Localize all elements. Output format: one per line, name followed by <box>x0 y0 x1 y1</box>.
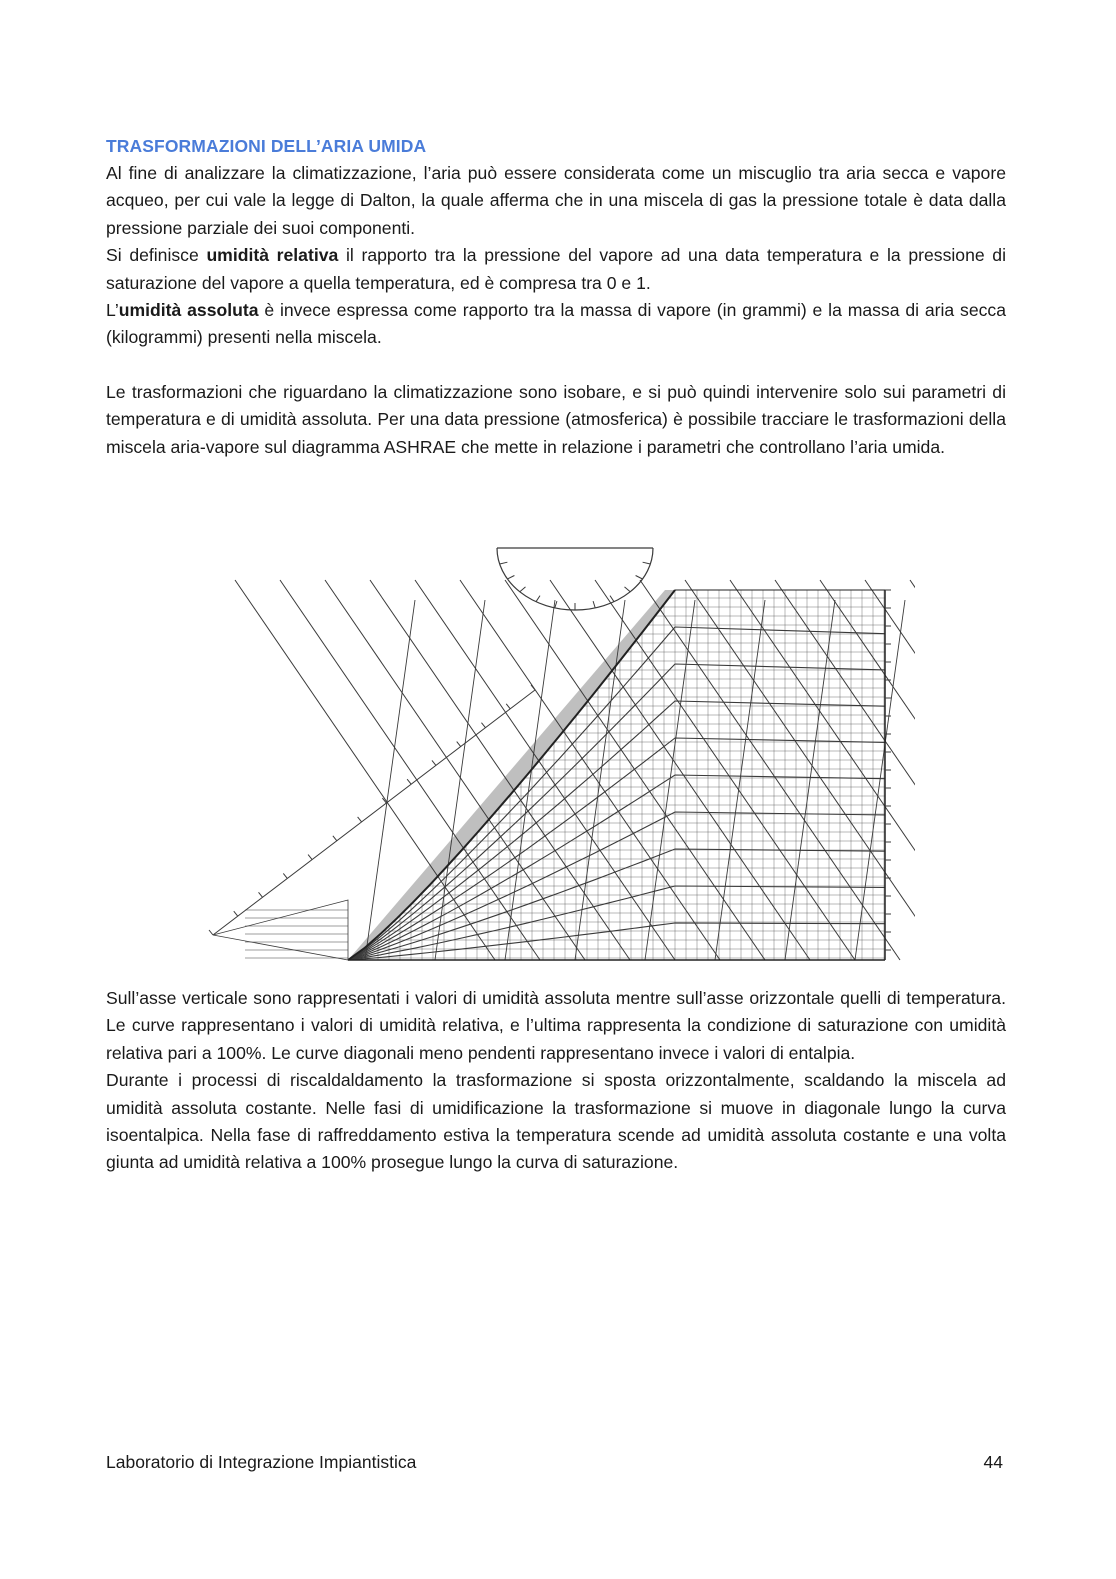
enthalpy-scale-tick <box>432 760 436 765</box>
explanation-text <box>106 985 1006 1177</box>
specific-volume-line <box>785 600 835 960</box>
relative-humidity-term: umidità relativa <box>206 245 339 266</box>
enthalpy-line <box>235 580 495 960</box>
enthalpy-line <box>550 580 810 960</box>
enthalpy-scale-tick <box>333 836 337 841</box>
specific-volume-line <box>855 600 905 960</box>
enthalpy-scale-tick <box>259 892 263 897</box>
enthalpy-scale-tick <box>531 685 535 690</box>
protractor-tick <box>636 576 643 580</box>
footer-course-title: Laboratorio di Integrazione Impiantistica <box>106 1452 417 1472</box>
absolute-humidity-term: umidità assoluta <box>118 300 259 321</box>
enthalpy-line <box>640 580 900 960</box>
dalton-paragraph: Al fine di analizzare la climatizzazione, l’aria può essere considerata come un miscuglio tra aria secca e vapore acqueo, per cui vale la legge di Dalton, la quale afferma che in una miscela di gas la pressione totale è data dalla pressione parziale dei suoi componenti. <box>106 163 1006 238</box>
enthalpy-scale-tick <box>506 704 510 709</box>
protractor-tick <box>520 587 526 592</box>
shaded-region <box>348 590 675 960</box>
isobaric-paragraph: Le trasformazioni che riguardano la climatizzazione sono isobare, e si può quindi intervenire solo sui parametri di temperatura e di umidità assoluta. Per una data pressione (atmosferica) è possibile tracciare le trasformazioni della miscela aria-vapore sul diagramma ASHRAE che mette in relazione i parametri che controllano l’aria umida. <box>106 382 1006 457</box>
enthalpy-scale-tick <box>308 855 312 860</box>
enthalpy-scale-tick <box>481 723 485 728</box>
protractor-tick <box>593 601 595 608</box>
enthalpy-scale-tick <box>209 930 213 935</box>
relative-humidity-curve <box>348 923 885 960</box>
protractor-tick <box>643 562 651 564</box>
enthalpy-line <box>910 580 915 960</box>
psychrometric-chart-figure <box>205 540 915 980</box>
enthalpy-line <box>820 580 915 960</box>
protractor-arc <box>497 548 653 610</box>
axes-paragraph: Sull’asse verticale sono rappresentati i valori di umidità assoluta mentre sull’asse orizzontale quelli di temperatura. Le curve rappresentano i valori di umidità relativa, e l’ultima rappresenta la condizione di saturazione con umidità relativa pari a 100%. Le curve diagonali meno pendenti rappresentano invece i valori di entalpia. <box>106 988 1006 1063</box>
page-number: 44 <box>983 1452 1003 1472</box>
enthalpy-scale-tick <box>407 779 411 784</box>
absolute-humidity-paragraph: L’umidità assoluta è invece espressa come rapporto tra la massa di vapore (in grammi) e la massa di aria secca (kilogrammi) presenti nella miscela. <box>106 300 1007 348</box>
relative-humidity-curve <box>348 701 885 960</box>
specific-volume-line <box>575 600 625 960</box>
section-title: TRASFORMAZIONI DELL’ARIA UMIDA <box>106 136 427 156</box>
enthalpy-scale-tick <box>283 873 287 878</box>
protractor-tick <box>625 587 631 592</box>
enthalpy-line <box>685 580 915 960</box>
isobaric-text <box>106 379 1006 461</box>
intro-text <box>106 160 1006 352</box>
low-temperature-region <box>213 900 348 960</box>
enthalpy-scale-tick <box>457 742 461 747</box>
protractor-tick <box>536 596 540 602</box>
protractor-tick <box>500 562 508 564</box>
specific-volume-line <box>715 600 765 960</box>
processes-paragraph: Durante i processi di riscaldaldamento la trasformazione si sposta orizzontalmente, scaldando la miscela ad umidità assoluta costante. Nelle fasi di umidificazione la trasformazione si muove in diagonale lungo la curva isoentalpica. Nella fase di raffreddamento estiva la temperatura scende ad umidità assoluta costante e una volta giunta ad umidità relativa a 100% prosegue lungo la curva di saturazione. <box>106 1070 1006 1173</box>
relative-humidity-curve <box>348 849 885 960</box>
relative-humidity-paragraph: Si definisce umidità relativa il rapporto tra la pressione del vapore ad una data temperatura e la pressione di saturazione del vapore a quella temperatura, ed è compresa tra 0 e 1. <box>106 245 1007 293</box>
psychrometric-chart <box>205 540 915 980</box>
enthalpy-scale-tick <box>358 817 362 822</box>
protractor-tick <box>508 576 515 580</box>
protractor-tick <box>610 596 614 602</box>
enthalpy-scale-tick <box>234 911 238 916</box>
